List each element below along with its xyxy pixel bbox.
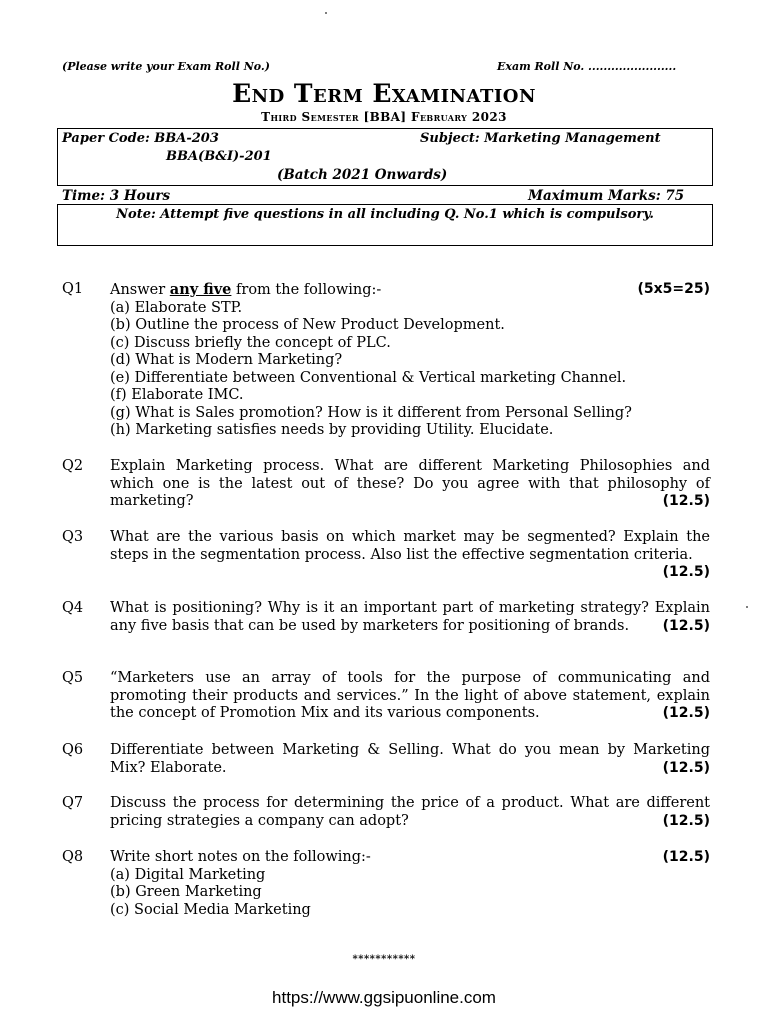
batch: (Batch 2021 Onwards) bbox=[277, 167, 448, 183]
question-marks: (12.5) bbox=[662, 617, 710, 634]
maximum-marks: Maximum Marks: 75 bbox=[528, 188, 685, 204]
q1-item: (a) Elaborate STP. bbox=[110, 299, 243, 316]
q1-intro-pre: Answer bbox=[110, 282, 170, 298]
question-text: “Marketers use an array of tools for the purpose of communicating and promoting their products and services.” In the light of above statement, explain the concept of Promotion Mix and its various components. bbox=[110, 670, 710, 721]
scan-speck bbox=[746, 606, 748, 608]
q1-item: (h) Marketing satisfies needs by providing Utility. Elucidate. bbox=[110, 422, 554, 438]
exam-title: End Term Examination bbox=[232, 79, 536, 108]
q8-item: (b) Green Marketing bbox=[110, 884, 262, 900]
q1-item: (b) Outline the process of New Product Development. bbox=[110, 317, 505, 333]
question-number: Q1 bbox=[62, 281, 84, 297]
q8-item: (a) Digital Marketing bbox=[110, 866, 266, 883]
question-number: Q3 bbox=[62, 529, 84, 545]
q1-item: (f) Elaborate IMC. bbox=[110, 387, 244, 403]
question-text: What are the various basis on which market may be segmented? Explain the steps in the segmentation process. Also list the effective segmentation criteria. bbox=[110, 529, 710, 563]
question-marks: (12.5) bbox=[662, 564, 710, 580]
question-number: Q4 bbox=[62, 600, 84, 616]
q8-intro: Write short notes on the following:- bbox=[110, 849, 371, 865]
roll-number-note: (Please write your Exam Roll No.) bbox=[62, 60, 270, 73]
instruction-note: Note: Attempt five questions in all including Q. No.1 which is compulsory. bbox=[116, 207, 654, 222]
question-marks: (12.5) bbox=[662, 812, 710, 829]
question-marks: (5x5=25) bbox=[637, 281, 710, 297]
question-text: Differentiate between Marketing & Selling. What do you mean by Marketing Mix? Elaborate. bbox=[110, 742, 710, 776]
q1-item: (c) Discuss briefly the concept of PLC. bbox=[110, 334, 391, 351]
question-marks: (12.5) bbox=[662, 759, 710, 776]
end-stars: *********** bbox=[352, 954, 416, 965]
paper-code: Paper Code: BBA-203 bbox=[62, 131, 219, 146]
semester-line: Third Semester [BBA] February 2023 bbox=[261, 110, 507, 124]
q8-item: (c) Social Media Marketing bbox=[110, 901, 311, 918]
question-marks: (12.5) bbox=[662, 849, 710, 865]
question-number: Q8 bbox=[62, 849, 84, 865]
q1-item: (e) Differentiate between Conventional & Vertical marketing Channel. bbox=[110, 369, 627, 386]
subject: Subject: Marketing Management bbox=[420, 131, 661, 146]
question-number: Q6 bbox=[62, 742, 84, 758]
scan-speck bbox=[325, 12, 327, 14]
website-link[interactable]: https://www.ggsipuonline.com bbox=[272, 988, 496, 1007]
question-text: Explain Marketing process. What are different Marketing Philosophies and which one is the latest out of these? Do you agree with that philosophy of marketing? bbox=[110, 458, 710, 509]
q1-item: (d) What is Modern Marketing? bbox=[110, 352, 343, 368]
question-number: Q5 bbox=[62, 670, 84, 686]
q1-intro-post: from the following:- bbox=[231, 282, 382, 298]
question-marks: (12.5) bbox=[662, 493, 710, 509]
question-number: Q7 bbox=[62, 795, 84, 811]
q1-intro-emphasis: any five bbox=[169, 281, 232, 298]
question-number: Q2 bbox=[62, 458, 84, 474]
question-text: Discuss the process for determining the price of a product. What are different pricing strategies a company can adopt? bbox=[110, 795, 710, 829]
question-text: What is positioning? Why is it an important part of marketing strategy? Explain any five basis that can be used by marketers for positioning of brands. bbox=[110, 600, 710, 634]
time-allowed: Time: 3 Hours bbox=[62, 188, 171, 204]
exam-roll-number-field[interactable]: Exam Roll No. ....................... bbox=[497, 60, 677, 73]
q1-item: (g) What is Sales promotion? How is it different from Personal Selling? bbox=[110, 404, 632, 421]
paper-code-alt: BBA(B&I)-201 bbox=[166, 149, 272, 164]
question-marks: (12.5) bbox=[662, 705, 710, 721]
